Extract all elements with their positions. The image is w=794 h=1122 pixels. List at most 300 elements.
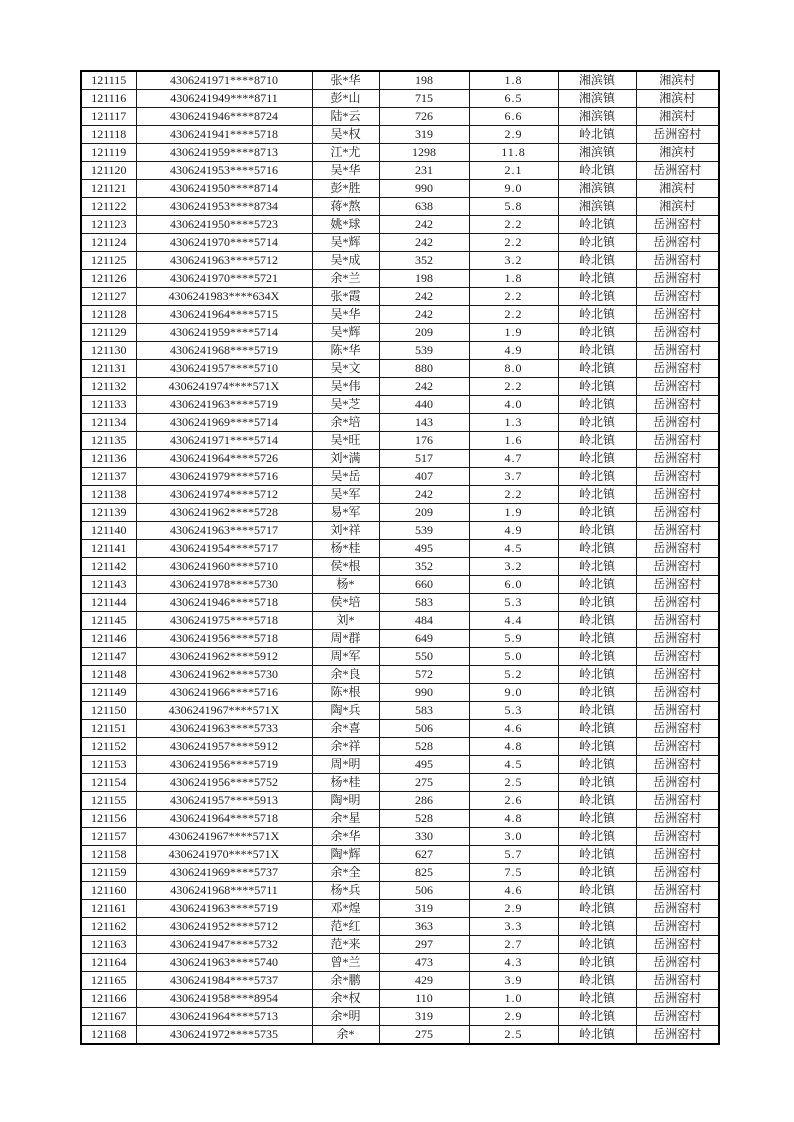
cell-rate: 2.9 <box>469 1008 558 1026</box>
cell-name: 周*明 <box>312 756 379 774</box>
cell-rate: 9.0 <box>469 684 558 702</box>
cell-seq: 121128 <box>81 306 136 324</box>
cell-id-masked: 4306241964****5718 <box>136 810 312 828</box>
cell-id-masked: 4306241946****5718 <box>136 594 312 612</box>
table-row <box>81 864 719 882</box>
cell-village: 岳洲窑村 <box>636 846 719 864</box>
cell-rate: 5.2 <box>469 666 558 684</box>
cell-id-masked: 4306241941****5718 <box>136 126 312 144</box>
cell-village: 岳洲窑村 <box>636 126 719 144</box>
cell-seq: 121159 <box>81 864 136 882</box>
cell-id-masked: 4306241967****571X <box>136 828 312 846</box>
cell-name: 余*兰 <box>312 270 379 288</box>
cell-amount: 352 <box>379 252 469 270</box>
cell-town: 岭北镇 <box>558 522 636 540</box>
records-table <box>80 70 720 1045</box>
table-row <box>81 216 719 234</box>
cell-town: 湘滨镇 <box>558 198 636 216</box>
cell-id-masked: 4306241964****5726 <box>136 450 312 468</box>
cell-amount: 275 <box>379 1026 469 1045</box>
cell-seq: 121136 <box>81 450 136 468</box>
cell-rate: 1.9 <box>469 324 558 342</box>
cell-town: 岭北镇 <box>558 414 636 432</box>
cell-amount: 440 <box>379 396 469 414</box>
cell-village: 湘滨村 <box>636 71 719 90</box>
cell-id-masked: 4306241975****5718 <box>136 612 312 630</box>
table-row <box>81 900 719 918</box>
cell-village: 岳洲窑村 <box>636 918 719 936</box>
cell-town: 岭北镇 <box>558 756 636 774</box>
cell-amount: 583 <box>379 594 469 612</box>
cell-id-masked: 4306241970****5721 <box>136 270 312 288</box>
table-row <box>81 342 719 360</box>
cell-rate: 3.3 <box>469 918 558 936</box>
cell-rate: 2.2 <box>469 378 558 396</box>
cell-town: 岭北镇 <box>558 450 636 468</box>
table-row <box>81 234 719 252</box>
cell-village: 岳洲窑村 <box>636 954 719 972</box>
cell-rate: 4.5 <box>469 540 558 558</box>
table-row <box>81 162 719 180</box>
cell-amount: 275 <box>379 774 469 792</box>
cell-village: 岳洲窑村 <box>636 252 719 270</box>
cell-seq: 121157 <box>81 828 136 846</box>
table-row <box>81 738 719 756</box>
cell-name: 余*权 <box>312 990 379 1008</box>
cell-rate: 4.4 <box>469 612 558 630</box>
cell-amount: 550 <box>379 648 469 666</box>
cell-rate: 11.8 <box>469 144 558 162</box>
cell-village: 岳洲窑村 <box>636 738 719 756</box>
cell-id-masked: 4306241956****5752 <box>136 774 312 792</box>
cell-id-masked: 4306241957****5710 <box>136 360 312 378</box>
cell-rate: 2.2 <box>469 306 558 324</box>
cell-town: 岭北镇 <box>558 990 636 1008</box>
cell-town: 岭北镇 <box>558 972 636 990</box>
table-row <box>81 990 719 1008</box>
cell-rate: 2.9 <box>469 126 558 144</box>
cell-seq: 121118 <box>81 126 136 144</box>
cell-amount: 198 <box>379 270 469 288</box>
cell-amount: 572 <box>379 666 469 684</box>
cell-seq: 121158 <box>81 846 136 864</box>
cell-name: 张*华 <box>312 71 379 90</box>
table-row <box>81 810 719 828</box>
cell-seq: 121163 <box>81 936 136 954</box>
cell-name: 彭*胜 <box>312 180 379 198</box>
cell-rate: 6.5 <box>469 90 558 108</box>
cell-town: 岭北镇 <box>558 864 636 882</box>
cell-town: 岭北镇 <box>558 324 636 342</box>
cell-name: 侯*培 <box>312 594 379 612</box>
cell-id-masked: 4306241954****5717 <box>136 540 312 558</box>
cell-rate: 1.0 <box>469 990 558 1008</box>
cell-amount: 242 <box>379 306 469 324</box>
cell-seq: 121165 <box>81 972 136 990</box>
cell-town: 岭北镇 <box>558 612 636 630</box>
cell-seq: 121141 <box>81 540 136 558</box>
cell-rate: 2.7 <box>469 936 558 954</box>
cell-village: 岳洲窑村 <box>636 576 719 594</box>
cell-name: 邓*煌 <box>312 900 379 918</box>
cell-village: 岳洲窑村 <box>636 522 719 540</box>
cell-amount: 506 <box>379 720 469 738</box>
cell-id-masked: 4306241963****5719 <box>136 900 312 918</box>
cell-name: 陶*辉 <box>312 846 379 864</box>
table-row <box>81 954 719 972</box>
cell-seq: 121125 <box>81 252 136 270</box>
cell-village: 岳洲窑村 <box>636 666 719 684</box>
cell-village: 岳洲窑村 <box>636 900 719 918</box>
cell-amount: 242 <box>379 216 469 234</box>
cell-town: 岭北镇 <box>558 396 636 414</box>
cell-seq: 121117 <box>81 108 136 126</box>
cell-id-masked: 4306241959****8713 <box>136 144 312 162</box>
cell-amount: 297 <box>379 936 469 954</box>
table-row <box>81 846 719 864</box>
cell-village: 湘滨村 <box>636 198 719 216</box>
table-row <box>81 828 719 846</box>
table-row <box>81 432 719 450</box>
cell-village: 岳洲窑村 <box>636 540 719 558</box>
table-row <box>81 522 719 540</box>
cell-village: 湘滨村 <box>636 180 719 198</box>
cell-rate: 5.3 <box>469 594 558 612</box>
cell-name: 陈*根 <box>312 684 379 702</box>
cell-amount: 583 <box>379 702 469 720</box>
cell-amount: 407 <box>379 468 469 486</box>
table-row <box>81 612 719 630</box>
cell-village: 岳洲窑村 <box>636 1008 719 1026</box>
cell-seq: 121142 <box>81 558 136 576</box>
cell-rate: 2.2 <box>469 216 558 234</box>
cell-town: 岭北镇 <box>558 936 636 954</box>
cell-amount: 660 <box>379 576 469 594</box>
table-row <box>81 126 719 144</box>
cell-village: 岳洲窑村 <box>636 936 719 954</box>
cell-town: 岭北镇 <box>558 486 636 504</box>
cell-id-masked: 4306241953****5716 <box>136 162 312 180</box>
table-row <box>81 594 719 612</box>
cell-name: 杨* <box>312 576 379 594</box>
cell-town: 岭北镇 <box>558 288 636 306</box>
cell-id-masked: 4306241960****5710 <box>136 558 312 576</box>
cell-amount: 990 <box>379 684 469 702</box>
cell-amount: 528 <box>379 738 469 756</box>
cell-rate: 2.6 <box>469 792 558 810</box>
cell-rate: 4.0 <box>469 396 558 414</box>
cell-village: 岳洲窑村 <box>636 972 719 990</box>
cell-town: 岭北镇 <box>558 270 636 288</box>
cell-id-masked: 4306241968****5711 <box>136 882 312 900</box>
cell-town: 湘滨镇 <box>558 180 636 198</box>
cell-village: 岳洲窑村 <box>636 648 719 666</box>
cell-amount: 429 <box>379 972 469 990</box>
table-row <box>81 702 719 720</box>
cell-town: 岭北镇 <box>558 648 636 666</box>
cell-rate: 5.7 <box>469 846 558 864</box>
cell-id-masked: 4306241950****8714 <box>136 180 312 198</box>
cell-rate: 3.7 <box>469 468 558 486</box>
cell-seq: 121145 <box>81 612 136 630</box>
cell-town: 岭北镇 <box>558 720 636 738</box>
cell-town: 岭北镇 <box>558 432 636 450</box>
cell-name: 吴*华 <box>312 306 379 324</box>
cell-name: 周*军 <box>312 648 379 666</box>
table-row <box>81 90 719 108</box>
cell-seq: 121162 <box>81 918 136 936</box>
cell-amount: 110 <box>379 990 469 1008</box>
cell-village: 岳洲窑村 <box>636 702 719 720</box>
cell-seq: 121121 <box>81 180 136 198</box>
cell-town: 岭北镇 <box>558 666 636 684</box>
cell-town: 岭北镇 <box>558 900 636 918</box>
cell-seq: 121126 <box>81 270 136 288</box>
cell-seq: 121168 <box>81 1026 136 1045</box>
cell-rate: 5.0 <box>469 648 558 666</box>
cell-seq: 121123 <box>81 216 136 234</box>
cell-village: 岳洲窑村 <box>636 630 719 648</box>
cell-village: 岳洲窑村 <box>636 774 719 792</box>
cell-village: 岳洲窑村 <box>636 468 719 486</box>
cell-seq: 121146 <box>81 630 136 648</box>
cell-village: 岳洲窑村 <box>636 216 719 234</box>
cell-amount: 473 <box>379 954 469 972</box>
table-row <box>81 396 719 414</box>
cell-amount: 242 <box>379 288 469 306</box>
cell-amount: 209 <box>379 324 469 342</box>
cell-village: 湘滨村 <box>636 144 719 162</box>
cell-name: 杨*桂 <box>312 540 379 558</box>
cell-id-masked: 4306241967****571X <box>136 702 312 720</box>
cell-id-masked: 4306241971****8710 <box>136 71 312 90</box>
cell-seq: 121148 <box>81 666 136 684</box>
cell-id-masked: 4306241966****5716 <box>136 684 312 702</box>
cell-amount: 1298 <box>379 144 469 162</box>
cell-seq: 121151 <box>81 720 136 738</box>
cell-town: 岭北镇 <box>558 792 636 810</box>
cell-seq: 121133 <box>81 396 136 414</box>
cell-id-masked: 4306241968****5719 <box>136 342 312 360</box>
cell-town: 岭北镇 <box>558 234 636 252</box>
cell-village: 岳洲窑村 <box>636 360 719 378</box>
cell-name: 陈*华 <box>312 342 379 360</box>
cell-id-masked: 4306241970****5714 <box>136 234 312 252</box>
cell-village: 岳洲窑村 <box>636 396 719 414</box>
cell-name: 吴*旺 <box>312 432 379 450</box>
cell-seq: 121130 <box>81 342 136 360</box>
cell-name: 余*良 <box>312 666 379 684</box>
cell-amount: 176 <box>379 432 469 450</box>
cell-id-masked: 4306241972****5735 <box>136 1026 312 1045</box>
cell-id-masked: 4306241978****5730 <box>136 576 312 594</box>
cell-village: 岳洲窑村 <box>636 990 719 1008</box>
cell-name: 余*喜 <box>312 720 379 738</box>
cell-rate: 1.8 <box>469 71 558 90</box>
table-row <box>81 1008 719 1026</box>
cell-village: 岳洲窑村 <box>636 432 719 450</box>
cell-village: 岳洲窑村 <box>636 342 719 360</box>
table-row <box>81 936 719 954</box>
cell-seq: 121166 <box>81 990 136 1008</box>
cell-name: 余*星 <box>312 810 379 828</box>
cell-seq: 121138 <box>81 486 136 504</box>
cell-name: 范*红 <box>312 918 379 936</box>
cell-amount: 363 <box>379 918 469 936</box>
cell-rate: 2.5 <box>469 1026 558 1045</box>
cell-id-masked: 4306241947****5732 <box>136 936 312 954</box>
cell-seq: 121124 <box>81 234 136 252</box>
cell-village: 湘滨村 <box>636 90 719 108</box>
cell-name: 余*全 <box>312 864 379 882</box>
cell-village: 岳洲窑村 <box>636 414 719 432</box>
table-row <box>81 324 719 342</box>
cell-seq: 121152 <box>81 738 136 756</box>
cell-id-masked: 4306241970****571X <box>136 846 312 864</box>
cell-rate: 4.9 <box>469 522 558 540</box>
cell-seq: 121129 <box>81 324 136 342</box>
cell-amount: 242 <box>379 378 469 396</box>
cell-name: 蒋*熬 <box>312 198 379 216</box>
cell-id-masked: 4306241962****5730 <box>136 666 312 684</box>
cell-name: 范*来 <box>312 936 379 954</box>
cell-town: 岭北镇 <box>558 828 636 846</box>
cell-town: 岭北镇 <box>558 576 636 594</box>
cell-id-masked: 4306241974****571X <box>136 378 312 396</box>
cell-town: 岭北镇 <box>558 1026 636 1045</box>
cell-name: 吴*军 <box>312 486 379 504</box>
cell-rate: 4.6 <box>469 882 558 900</box>
cell-town: 湘滨镇 <box>558 144 636 162</box>
cell-village: 岳洲窑村 <box>636 324 719 342</box>
cell-amount: 726 <box>379 108 469 126</box>
cell-village: 岳洲窑村 <box>636 810 719 828</box>
cell-village: 岳洲窑村 <box>636 792 719 810</box>
cell-name: 周*群 <box>312 630 379 648</box>
cell-rate: 4.9 <box>469 342 558 360</box>
table-body <box>81 71 719 1044</box>
table-row <box>81 180 719 198</box>
cell-id-masked: 4306241949****8711 <box>136 90 312 108</box>
cell-amount: 715 <box>379 90 469 108</box>
cell-village: 岳洲窑村 <box>636 864 719 882</box>
cell-rate: 6.0 <box>469 576 558 594</box>
table-row <box>81 648 719 666</box>
table-row <box>81 792 719 810</box>
cell-seq: 121115 <box>81 71 136 90</box>
cell-town: 岭北镇 <box>558 738 636 756</box>
table-row <box>81 558 719 576</box>
cell-village: 岳洲窑村 <box>636 306 719 324</box>
cell-town: 湘滨镇 <box>558 71 636 90</box>
cell-town: 岭北镇 <box>558 954 636 972</box>
cell-id-masked: 4306241984****5737 <box>136 972 312 990</box>
cell-village: 岳洲窑村 <box>636 684 719 702</box>
cell-rate: 1.3 <box>469 414 558 432</box>
cell-rate: 2.1 <box>469 162 558 180</box>
cell-rate: 6.6 <box>469 108 558 126</box>
table-row <box>81 540 719 558</box>
cell-name: 吴*成 <box>312 252 379 270</box>
table-row <box>81 108 719 126</box>
cell-seq: 121155 <box>81 792 136 810</box>
cell-town: 岭北镇 <box>558 342 636 360</box>
table-row <box>81 270 719 288</box>
cell-town: 岭北镇 <box>558 684 636 702</box>
cell-seq: 121119 <box>81 144 136 162</box>
cell-seq: 121156 <box>81 810 136 828</box>
cell-name: 彭*山 <box>312 90 379 108</box>
cell-seq: 121154 <box>81 774 136 792</box>
cell-village: 岳洲窑村 <box>636 504 719 522</box>
cell-amount: 319 <box>379 900 469 918</box>
cell-amount: 506 <box>379 882 469 900</box>
cell-seq: 121134 <box>81 414 136 432</box>
table-row <box>81 306 719 324</box>
cell-village: 岳洲窑村 <box>636 756 719 774</box>
cell-name: 余*明 <box>312 1008 379 1026</box>
cell-seq: 121164 <box>81 954 136 972</box>
cell-amount: 825 <box>379 864 469 882</box>
cell-town: 岭北镇 <box>558 1008 636 1026</box>
cell-id-masked: 4306241956****5719 <box>136 756 312 774</box>
cell-village: 岳洲窑村 <box>636 288 719 306</box>
cell-id-masked: 4306241958****8954 <box>136 990 312 1008</box>
cell-name: 吴*华 <box>312 162 379 180</box>
cell-town: 湘滨镇 <box>558 90 636 108</box>
table-row <box>81 576 719 594</box>
cell-seq: 121127 <box>81 288 136 306</box>
table-row <box>81 450 719 468</box>
table-row <box>81 630 719 648</box>
cell-amount: 231 <box>379 162 469 180</box>
cell-name: 吴*伟 <box>312 378 379 396</box>
cell-name: 陶*明 <box>312 792 379 810</box>
table-row <box>81 504 719 522</box>
table-row <box>81 972 719 990</box>
cell-rate: 5.8 <box>469 198 558 216</box>
cell-name: 吴*辉 <box>312 324 379 342</box>
cell-rate: 1.6 <box>469 432 558 450</box>
cell-rate: 4.7 <box>469 450 558 468</box>
cell-amount: 880 <box>379 360 469 378</box>
cell-rate: 4.3 <box>469 954 558 972</box>
cell-town: 岭北镇 <box>558 504 636 522</box>
table-row <box>81 1026 719 1045</box>
cell-id-masked: 4306241963****5740 <box>136 954 312 972</box>
cell-rate: 5.9 <box>469 630 558 648</box>
cell-rate: 3.0 <box>469 828 558 846</box>
cell-seq: 121116 <box>81 90 136 108</box>
cell-town: 岭北镇 <box>558 558 636 576</box>
cell-town: 岭北镇 <box>558 846 636 864</box>
cell-town: 岭北镇 <box>558 702 636 720</box>
cell-rate: 3.2 <box>469 558 558 576</box>
cell-id-masked: 4306241956****5718 <box>136 630 312 648</box>
cell-rate: 1.9 <box>469 504 558 522</box>
cell-village: 岳洲窑村 <box>636 450 719 468</box>
table-row <box>81 288 719 306</box>
cell-seq: 121150 <box>81 702 136 720</box>
cell-name: 余*祥 <box>312 738 379 756</box>
cell-village: 岳洲窑村 <box>636 270 719 288</box>
table-row <box>81 198 719 216</box>
cell-name: 吴*辉 <box>312 234 379 252</box>
cell-amount: 286 <box>379 792 469 810</box>
cell-seq: 121149 <box>81 684 136 702</box>
cell-name: 易*军 <box>312 504 379 522</box>
cell-town: 岭北镇 <box>558 630 636 648</box>
